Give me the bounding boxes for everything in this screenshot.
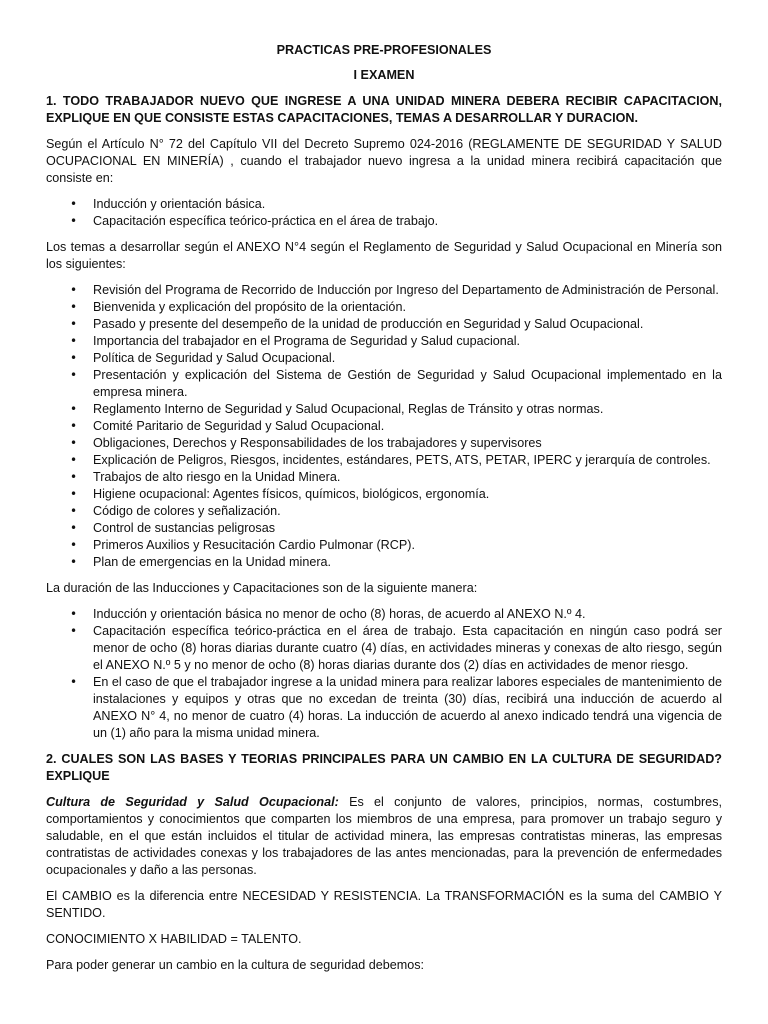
list-item: • En el caso de que el trabajador ingrese a la unidad minera para realizar labores especiales de mantenimiento de instalaciones y equipos y otras que no excedan de treinta (30) días, recibirá una inducción de acuerdo al ANEXO N° 4, no menor de cuatro (4) horas. La inducción de acuerdo al anexo indicado tendrá una vigencia de un (1) año para la misma unidad minera.: [46, 674, 722, 742]
list-item: • Higiene ocupacional: Agentes físicos, químicos, biológicos, ergonomía.: [46, 486, 722, 503]
list-item: • Revisión del Programa de Recorrido de Inducción por Ingreso del Departamento de Administración de Personal.: [46, 282, 722, 299]
list-item: • Trabajos de alto riesgo en la Unidad Minera.: [46, 469, 722, 486]
list-item: • Inducción y orientación básica.: [46, 196, 722, 213]
list-item: • Política de Seguridad y Salud Ocupacional.: [46, 350, 722, 367]
question-2-heading: 2. CUALES SON LAS BASES Y TEORIAS PRINCIPALES PARA UN CAMBIO EN LA CULTURA DE SEGURIDAD? EXPLIQUE: [46, 752, 722, 783]
list-item: • Inducción y orientación básica no menor de ocho (8) horas, de acuerdo al ANEXO N.º 4.: [46, 606, 722, 623]
topics-intro: Los temas a desarrollar según el ANEXO N°4 según el Reglamento de Seguridad y Salud Ocupacional en Minería son los siguientes:: [46, 240, 722, 271]
definition-text: Es el conjunto de valores, principios, normas, costumbres, comportamientos y conocimientos que comparten los miembros de una empresa, para promover un trabajo seguro y saludable, en el que están incluidos el titular de actividad minera, las empresas contratistas mineras, las empresas contratistas de actividades conexas y los trabajadores de las antes mencionadas, para la prevención de enfermedades ocupacionales y daño a las personas.: [46, 795, 722, 877]
list-item: • Reglamento Interno de Seguridad y Salud Ocupacional, Reglas de Tránsito y otras normas.: [46, 401, 722, 418]
list-item: • Capacitación específica teórico-práctica en el área de trabajo.: [46, 213, 722, 230]
training-types-list: [46, 196, 722, 230]
durations-list: [46, 606, 722, 742]
talent-formula: CONOCIMIENTO X HABILIDAD = TALENTO.: [46, 932, 302, 946]
list-item: • Comité Paritario de Seguridad y Salud Ocupacional.: [46, 418, 722, 435]
closing-line: Para poder generar un cambio en la cultura de seguridad debemos:: [46, 958, 425, 972]
safety-culture-definition: [46, 794, 722, 879]
duration-intro: La duración de las Inducciones y Capacitaciones son de la siguiente manera:: [46, 581, 478, 595]
list-item: • Plan de emergencias en la Unidad minera.: [46, 554, 722, 571]
list-item: • Importancia del trabajador en el Programa de Seguridad y Salud cupacional.: [46, 333, 722, 350]
document-title: PRACTICAS PRE-PROFESIONALES: [276, 43, 492, 57]
list-item: • Obligaciones, Derechos y Responsabilidades de los trabajadores y supervisores: [46, 435, 722, 452]
list-item: • Presentación y explicación del Sistema de Gestión de Seguridad y Salud Ocupacional implementado en la empresa minera.: [46, 367, 722, 401]
list-item: • Explicación de Peligros, Riesgos, incidentes, estándares, PETS, ATS, PETAR, IPERC y jerarquía de controles.: [46, 452, 722, 469]
topics-list: [46, 282, 722, 571]
exam-subtitle: I EXAMEN: [353, 68, 415, 82]
list-item: • Capacitación específica teórico-práctica en el área de trabajo. Esta capacitación en ningún caso podrá ser menor de ocho (8) horas diarias durante cuatro (4) días, en actividades mineras y conexas de alto riesgo, según el ANEXO N.º 5 y no menor de ocho (8) horas diarias durante dos (2) días en actividades de menor riesgo.: [46, 623, 722, 674]
list-item: • Bienvenida y explicación del propósito de la orientación.: [46, 299, 722, 316]
list-item: • Control de sustancias peligrosas: [46, 520, 722, 537]
list-item: • Pasado y presente del desempeño de la unidad de producción en Seguridad y Salud Ocupacional.: [46, 316, 722, 333]
question-1-heading: 1. TODO TRABAJADOR NUEVO QUE INGRESE A UNA UNIDAD MINERA DEBERA RECIBIR CAPACITACION, EXPLIQUE EN QUE CONSISTE ESTAS CAPACITACIONES, TEMAS A DESARROLLAR Y DURACION.: [46, 94, 722, 125]
change-paragraph: El CAMBIO es la diferencia entre NECESIDAD Y RESISTENCIA. La TRANSFORMACIÓN es la suma del CAMBIO Y SENTIDO.: [46, 889, 722, 920]
question-1-intro: Según el Artículo N° 72 del Capítulo VII del Decreto Supremo 024-2016 (REGLAMENTE DE SEGURIDAD Y SALUD OCUPACIONAL EN MINERÍA) , cuando el trabajador nuevo ingresa a la unidad minera recibirá capacitación que consiste en:: [46, 137, 722, 185]
definition-term: Cultura de Seguridad y Salud Ocupacional:: [46, 795, 339, 809]
list-item: • Código de colores y señalización.: [46, 503, 722, 520]
list-item: • Primeros Auxilios y Resucitación Cardio Pulmonar (RCP).: [46, 537, 722, 554]
